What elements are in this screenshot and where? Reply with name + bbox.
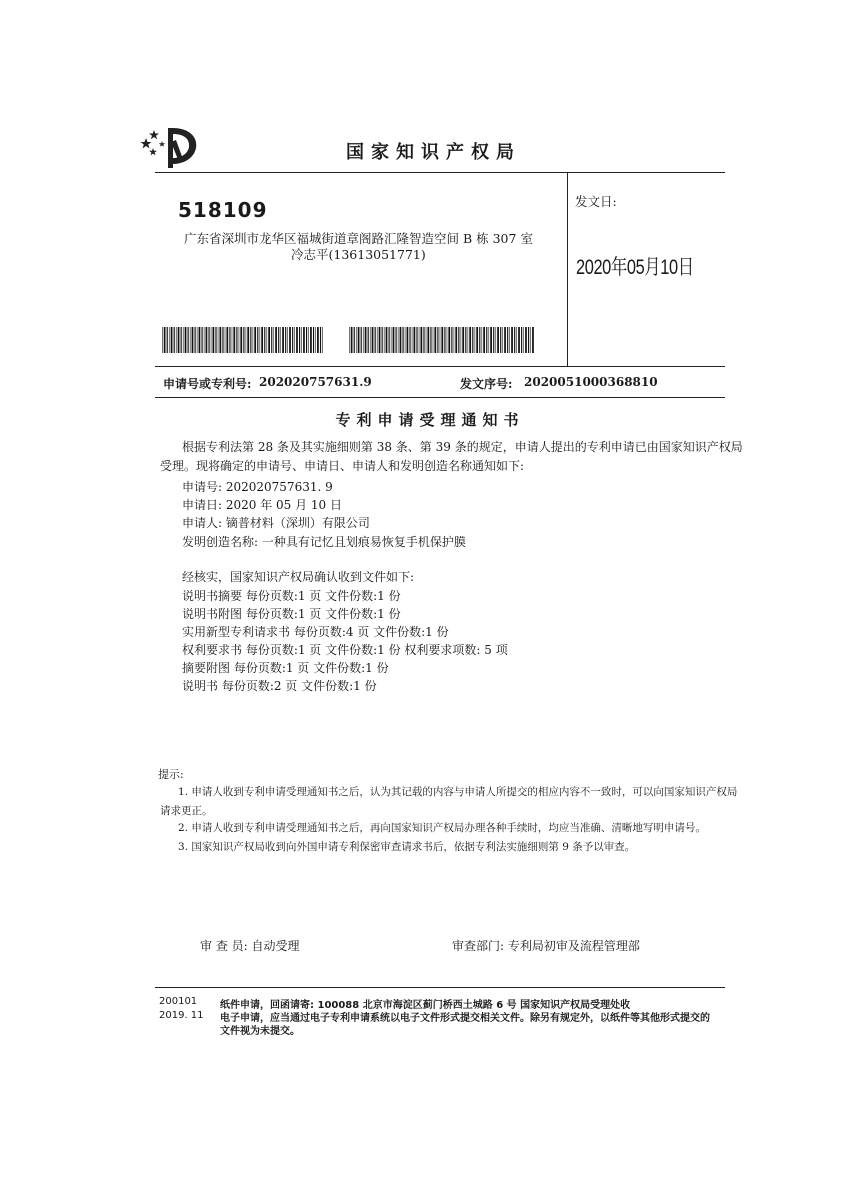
field-app-number: 申请号: 202020757631. 9 <box>182 480 333 494</box>
address-line: 广东省深圳市龙华区福城街道章阁路汇隆智造空间 B 栋 307 室 <box>184 231 533 246</box>
document-row: 说明书附图 每份页数:1 页 文件份数:1 份 <box>182 607 401 621</box>
office-name: 国家知识产权局 <box>346 142 521 163</box>
recipient-line: 冷志平(13613051771) <box>291 247 426 262</box>
cnipa-logo-icon <box>140 122 200 174</box>
document-row: 说明书摘要 每份页数:1 页 文件份数:1 份 <box>182 589 401 603</box>
form-code: 200101 <box>159 996 198 1007</box>
divider <box>155 987 725 988</box>
electronic-submission-note: 文件视为未提交。 <box>220 1026 300 1037</box>
verify-text: 经核实，国家知识产权局确认收到文件如下: <box>182 570 415 584</box>
paper-submission-note: 纸件申请，回函请寄: 100088 北京市海淀区蓟门桥西土城路 6 号 国家知识产权局受理处收 <box>220 1000 631 1011</box>
notice-title: 专利申请受理通知书 <box>335 411 525 429</box>
serial-number: 2020051000368810 <box>524 375 658 389</box>
tip-item: 1. 申请人收到专利申请受理通知书之后，认为其记载的内容与申请人所提交的相应内容不一致时，可以向国家知识产权局 <box>178 786 738 798</box>
field-app-date: 申请日: 2020 年 05 月 10 日 <box>182 498 343 512</box>
document-row: 实用新型专利请求书 每份页数:4 页 文件份数:1 份 <box>182 625 449 639</box>
tip-item-continued: 请求更正。 <box>160 805 213 817</box>
divider <box>155 366 725 367</box>
app-number: 202020757631.9 <box>259 375 372 389</box>
postcode: 518109 <box>178 198 268 222</box>
field-invention-title: 发明创造名称: 一种具有记忆且划痕易恢复手机保护膜 <box>182 535 466 549</box>
send-date-label: 发文日: <box>575 194 617 209</box>
app-number-label: 申请号或专利号: <box>163 377 252 391</box>
intro-text: 受理。现将确定的申请号、申请日、申请人和发明创造名称通知如下: <box>160 459 525 473</box>
document-row: 权利要求书 每份页数:1 页 文件份数:1 份 权利要求项数: 5 项 <box>182 643 508 657</box>
serial-label: 发文序号: <box>460 377 513 391</box>
document-row: 说明书 每份页数:2 页 文件份数:1 份 <box>182 679 377 693</box>
examiner: 审 查 员: 自动受理 <box>200 939 300 953</box>
barcode-serial-number <box>349 327 535 353</box>
tip-item: 3. 国家知识产权局收到向外国申请专利保密审查请求书后，依据专利法实施细则第 9 条予以审查。 <box>178 841 636 853</box>
electronic-submission-note: 电子申请，应当通过电子专利申请系统以电子文件形式提交相关文件。除另有规定外，以纸件等其他形式提交的 <box>220 1013 710 1024</box>
tip-item: 2. 申请人收到专利申请受理通知书之后，再向国家知识产权局办理各种手续时，均应当准确、清晰地写明申请号。 <box>178 822 706 834</box>
divider <box>155 397 725 398</box>
form-version: 2019. 11 <box>159 1010 204 1021</box>
send-date: 2020年05月10日 <box>576 256 694 279</box>
barcode-app-number <box>162 327 324 353</box>
intro-text: 根据专利法第 28 条及其实施细则第 38 条、第 39 条的规定，申请人提出的专利申请已由国家知识产权局 <box>182 440 743 454</box>
field-applicant: 申请人: 镝普材料（深圳）有限公司 <box>182 516 370 530</box>
document-row: 摘要附图 每份页数:1 页 文件份数:1 份 <box>182 661 389 675</box>
tips-label: 提示: <box>158 768 184 781</box>
department: 审查部门: 专利局初审及流程管理部 <box>452 939 640 953</box>
divider <box>567 172 568 366</box>
